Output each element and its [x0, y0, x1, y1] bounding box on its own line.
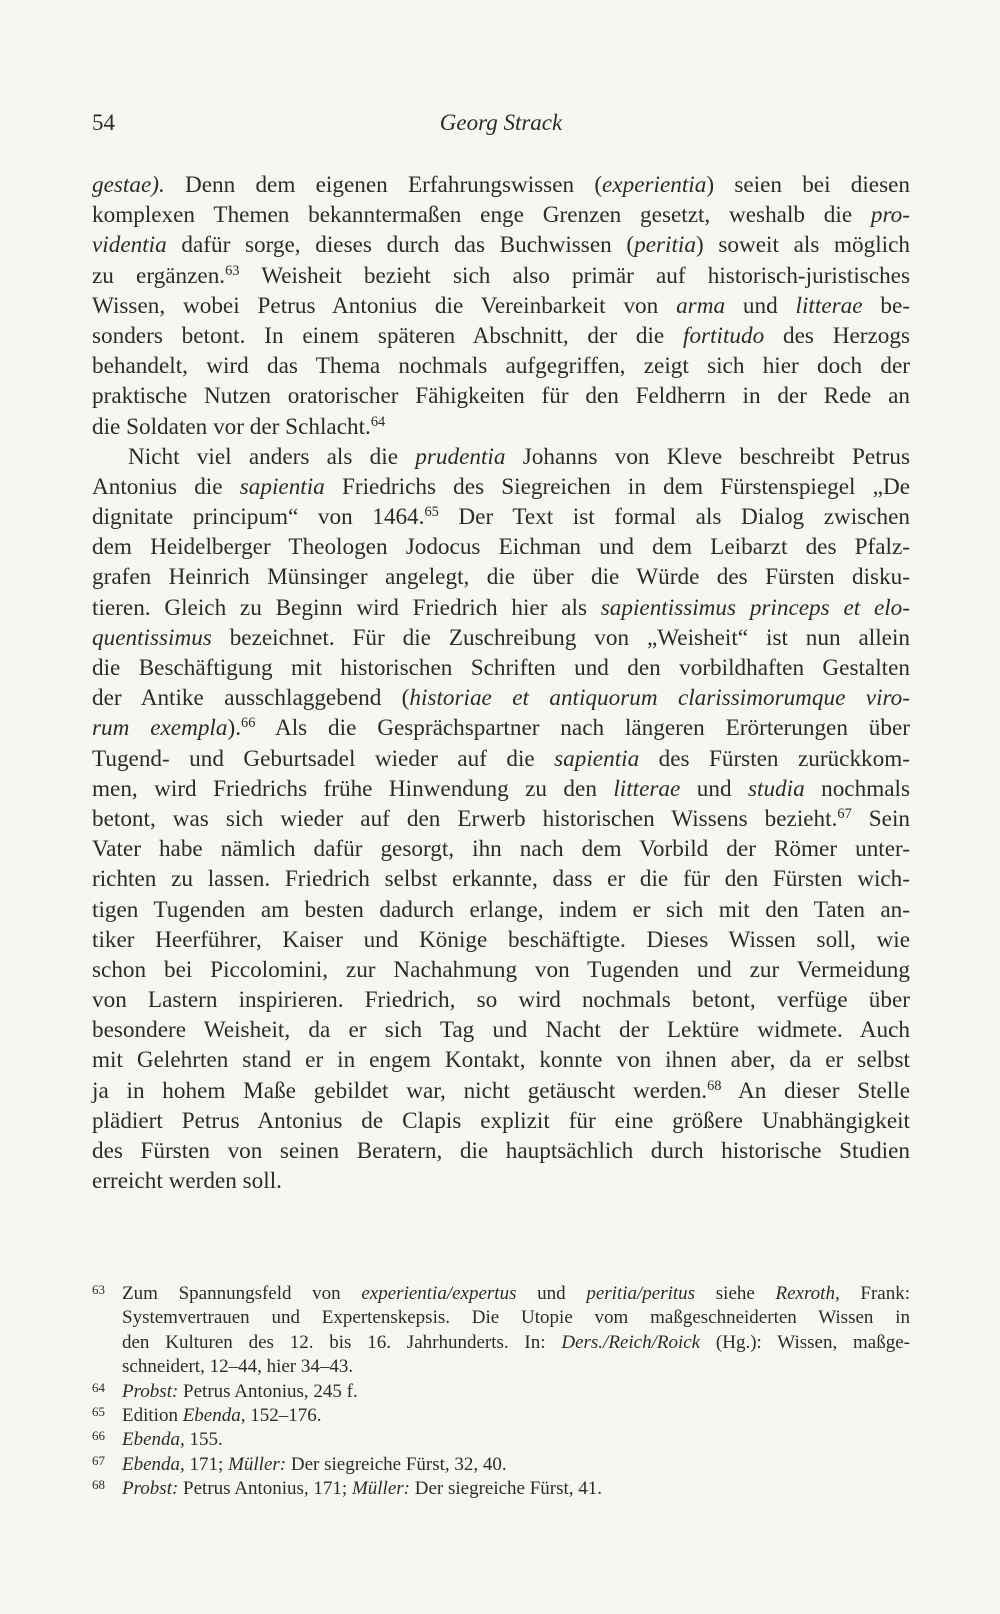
text-line: [92, 472, 910, 502]
text-run: schon bei Piccolomini, zur Nachahmung von Tugenden und zur Vermeidung: [92, 956, 910, 983]
text-run: praktische Nutzen oratorischer Fähigkeiten für den Feldherrn in der Rede an: [92, 383, 910, 410]
text-run: komplexen Themen bekanntermaßen enge Grenzen gesetzt, weshalb die: [92, 202, 871, 229]
text-run: Als die Gesprächspartner nach längeren Erörterungen über: [255, 715, 910, 742]
text-run: behandelt, wird das Thema nochmals aufgegriffen, zeigt sich hier doch der: [92, 353, 910, 380]
text-run: tieren. Gleich zu Beginn wird Friedrich hier als: [92, 594, 601, 621]
text-run: ja in hohem Maße gebildet war, nicht getäuscht werden.: [92, 1077, 708, 1104]
text-run: richten zu lassen. Friedrich selbst erkannte, dass er die für den Fürsten wich-: [92, 866, 910, 893]
italic-term: historiae et antiquorum clarissimorumque viro-: [409, 685, 910, 712]
italic-term: Probst:: [122, 1380, 179, 1402]
text-run: Zum Spannungsfeld von: [122, 1283, 362, 1304]
italic-term: Ebenda,: [182, 1404, 246, 1426]
italic-term: studia: [747, 775, 805, 802]
footnote-ref: 63: [225, 262, 240, 279]
text-run: ) seien bei diesen: [706, 172, 910, 198]
text-line: [92, 502, 910, 532]
footnote-line: [122, 1306, 910, 1330]
text-run: 155.: [184, 1429, 223, 1451]
text-run: zu ergänzen.: [92, 262, 226, 289]
text-line: [92, 834, 910, 864]
text-run: men, wird Friedrichs frühe Hinwendung zu den: [92, 775, 614, 802]
text-run: den Kulturen des 12. bis 16. Jahrhunderts. In:: [122, 1331, 562, 1353]
text-run: erreicht werden soll.: [92, 1168, 282, 1195]
text-line: [92, 623, 910, 653]
text-run: dafür sorge, dieses durch das Buchwissen (: [166, 232, 635, 259]
paragraph-2: [92, 442, 910, 1197]
italic-term: sapientia: [239, 473, 325, 500]
italic-term: arma: [676, 292, 726, 319]
text-line: [92, 261, 910, 291]
text-run: 171;: [184, 1453, 229, 1475]
text-run: dem Heidelberger Theologen Jodocus Eichman und dem Leibarzt des Pfalz-: [92, 534, 910, 561]
italic-term: prudentia: [415, 443, 506, 470]
footnote: [92, 1477, 910, 1501]
text-line: [92, 955, 910, 985]
footnote-number: 67: [92, 1452, 105, 1468]
text-run: ).: [227, 715, 242, 742]
footnote-line: [122, 1380, 910, 1404]
text-run: Frank:: [839, 1283, 910, 1304]
footnote-number: 65: [92, 1403, 105, 1419]
text-run: bezeichnet. Für die Zuschreibung von „Weisheit“ ist nun allein: [211, 624, 910, 651]
text-line: [92, 985, 910, 1015]
text-run: des Fürsten von seinen Beratern, die hauptsächlich durch historische Studien: [92, 1138, 910, 1164]
italic-term: litterae: [613, 775, 681, 802]
text-run: Wissen, wobei Petrus Antonius die Vereinbarkeit von: [92, 292, 677, 319]
footnote-number: 66: [92, 1428, 105, 1444]
italic-term: gestae).: [92, 172, 165, 198]
running-head: [92, 106, 910, 140]
text-line: [92, 925, 910, 955]
paragraph-1: [92, 170, 910, 442]
text-run: Nicht viel anders als die: [128, 443, 416, 470]
text-run: schneidert, 12–44, hier 34–43.: [122, 1356, 354, 1378]
text-line: [92, 1045, 910, 1075]
running-head-author: Georg Strack: [439, 110, 563, 135]
footnote-line: [122, 1355, 910, 1379]
italic-term: peritia/peritus: [586, 1283, 696, 1304]
italic-term: litterae: [795, 292, 863, 319]
text-run: Der Text ist formal als Dialog zwischen: [438, 504, 910, 531]
text-run: tigen Tugenden am besten dadurch erlange, indem er sich mit den Taten an-: [92, 896, 910, 923]
text-line: [92, 562, 910, 592]
text-line: [92, 170, 910, 200]
footnote-line: [122, 1453, 910, 1477]
footnote-line: [122, 1428, 910, 1452]
text-run: und: [725, 292, 796, 319]
footnote-line: [122, 1404, 910, 1428]
text-run: Der siegreiche Fürst, 32, 40.: [286, 1453, 507, 1475]
text-run: siehe: [695, 1283, 776, 1304]
text-line: [92, 895, 910, 925]
italic-term: Ebenda,: [122, 1453, 185, 1475]
footnote-line: [122, 1282, 910, 1306]
text-line: [92, 381, 910, 411]
italic-term: Müller:: [351, 1478, 410, 1500]
footnotes: [92, 1282, 910, 1502]
text-line: [92, 1136, 910, 1166]
italic-term: pro-: [870, 202, 910, 229]
text-run: Friedrichs des Siegreichen in dem Fürstenspiegel „De: [324, 473, 911, 500]
footnote-ref: 67: [837, 806, 852, 823]
italic-term: sapientissimus princeps et elo-: [600, 594, 911, 621]
text-run: besondere Weisheit, da er sich Tag und Nacht der Lektüre widmete. Auch: [92, 1017, 910, 1044]
text-run: (Hg.): Wissen, maßge-: [700, 1331, 910, 1353]
text-line: [92, 532, 910, 562]
text-line: [92, 291, 910, 321]
text-run: und: [516, 1283, 587, 1304]
text-line: [92, 1015, 910, 1045]
text-run: Sein: [851, 805, 910, 832]
footnote-number: 64: [92, 1379, 105, 1395]
italic-term: Ders./Reich/Roick: [561, 1331, 701, 1353]
text-run: Edition: [122, 1404, 183, 1426]
footnote-ref: 64: [370, 413, 386, 430]
text-line: [92, 683, 910, 713]
text-run: von Lastern inspirieren. Friedrich, so wird nochmals betont, verfüge über: [92, 987, 910, 1014]
text-run: Johanns von Kleve beschreibt Petrus: [505, 443, 910, 470]
text-run: die Beschäftigung mit historischen Schriften und den vorbildhaften Gestalten: [92, 655, 910, 681]
italic-term: rum exempla: [92, 715, 228, 742]
text-line: [92, 1106, 910, 1136]
text-run: tiker Heerführer, Kaiser und Könige beschäftigte. Dieses Wissen soll, wie: [92, 926, 910, 953]
text-run: An dieser Stelle: [721, 1077, 910, 1104]
text-line: [92, 442, 910, 472]
text-run: 152–176.: [245, 1404, 322, 1426]
text-run: Vater habe nämlich dafür gesorgt, ihn nach dem Vorbild der Römer unter-: [92, 836, 910, 863]
footnote: [92, 1404, 910, 1428]
footnote: [92, 1428, 910, 1452]
text-line: [92, 1076, 910, 1106]
page-number: 54: [92, 110, 115, 135]
footnote: [92, 1453, 910, 1477]
text-line: [92, 744, 910, 774]
text-run: Petrus Antonius, 245 f.: [178, 1380, 358, 1402]
footnote-ref: 68: [707, 1077, 722, 1094]
text-line: [92, 200, 910, 230]
italic-term: sapientia: [554, 745, 640, 772]
text-run: Der siegreiche Fürst, 41.: [410, 1478, 603, 1500]
text-line: [92, 804, 910, 834]
text-run: dignitate principum“ von 1464.: [92, 504, 425, 531]
text-run: nochmals: [804, 775, 910, 802]
italic-term: videntia: [92, 232, 167, 259]
text-line: [92, 593, 910, 623]
text-line: [92, 230, 910, 260]
italic-term: peritia: [634, 232, 696, 259]
text-run: und: [680, 775, 748, 802]
text-run: mit Gelehrten stand er in engem Kontakt, konnte von ihnen aber, da er selbst: [92, 1047, 910, 1074]
text-run: ) soweit als möglich: [695, 232, 911, 259]
text-run: Systemvertrauen und Expertenskepsis. Die Utopie vom maßgeschneiderten Wissen in: [122, 1307, 910, 1329]
text-line: [92, 713, 910, 743]
footnote: [92, 1282, 910, 1380]
text-run: plädiert Petrus Antonius de Clapis explizit für eine größere Unabhängigkeit: [92, 1107, 910, 1134]
text-line: [92, 412, 910, 442]
italic-term: experientia: [602, 172, 707, 198]
italic-term: Probst:: [122, 1478, 179, 1500]
text-line: [92, 774, 910, 804]
text-run: Denn dem eigenen Erfahrungswissen (: [164, 172, 603, 198]
text-run: die Soldaten vor der Schlacht.: [92, 413, 371, 440]
footnote-number: 63: [92, 1282, 105, 1297]
text-run: grafen Heinrich Münsinger angelegt, die über die Würde des Fürsten disku-: [92, 564, 910, 591]
footnote: [92, 1380, 910, 1404]
text-line: [92, 864, 910, 894]
footnote-ref: 66: [241, 715, 256, 732]
text-run: sonders betont. In einem späteren Abschnitt, der die: [92, 322, 684, 349]
italic-term: Rexroth,: [775, 1283, 840, 1304]
text-run: betont, was sich wieder auf den Erwerb historischen Wissens bezieht.: [92, 805, 838, 832]
italic-term: fortitudo: [683, 322, 765, 349]
text-run: Weisheit bezieht sich also primär auf historisch-juristisches: [239, 262, 910, 289]
footnote-number: 68: [92, 1477, 105, 1493]
italic-term: Ebenda,: [122, 1429, 185, 1451]
text-run: Antonius die: [92, 473, 240, 500]
footnote-line: [122, 1331, 910, 1355]
text-run: des Herzogs: [764, 322, 911, 349]
text-run: des Fürsten zurückkom-: [639, 745, 910, 772]
body-text: [92, 170, 910, 1196]
text-run: Tugend- und Geburtsadel wieder auf die: [92, 745, 555, 772]
italic-term: quentissimus: [92, 624, 212, 651]
text-line: [92, 1166, 910, 1196]
footnote-line: [122, 1477, 910, 1501]
text-run: be-: [862, 292, 910, 319]
text-run: der Antike ausschlaggebend (: [92, 685, 410, 712]
text-line: [92, 321, 910, 351]
text-run: Petrus Antonius, 171;: [178, 1478, 352, 1500]
italic-term: experientia/expertus: [361, 1283, 517, 1304]
text-line: [92, 653, 910, 683]
italic-term: Müller:: [228, 1453, 287, 1475]
text-line: [92, 351, 910, 381]
footnote-ref: 65: [424, 504, 439, 521]
